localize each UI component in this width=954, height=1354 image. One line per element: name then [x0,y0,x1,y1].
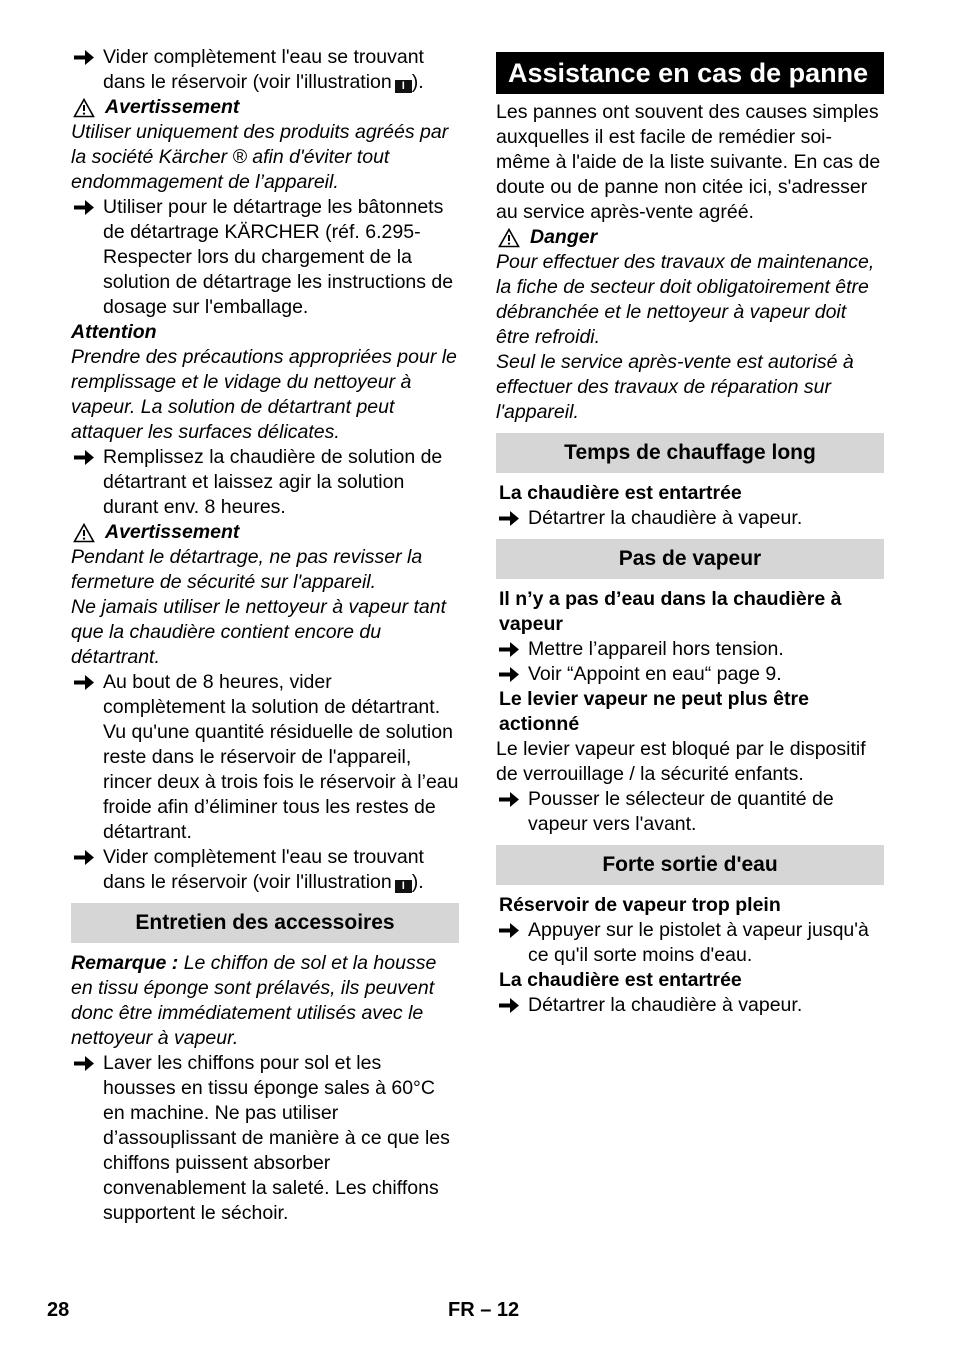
section-page-code: FR – 12 [448,1299,520,1321]
intro-text: Les pannes ont souvent des causes simples auxquelles il est facile de remédier soi-même à l'aide de la liste suivante. En cas de doute ou de panne non citée ici, s'adresser au service après-vente agréé. [496,101,881,223]
remark-text: Remarque : Le chiffon de sol et la housse en tissu éponge sont prélavés, ils peuvent donc être immédiatement utilisés avec le nettoyeur à vapeur. [71,952,437,1049]
warning-heading: Avertissement [71,95,459,120]
attention-heading: Attention [71,321,157,343]
arrow-icon [496,787,528,837]
danger-text: Seul le service après-vente est autorisé à effectuer des travaux de réparation sur l'appareil. [496,351,854,423]
arrow-icon [71,1051,103,1226]
arrow-icon [496,506,528,531]
list-item: Voir “Appoint en eau“ page 9. [496,662,884,687]
arrow-icon [496,918,528,968]
warning-triangle-icon [73,523,95,543]
illustration-marker: I [395,880,412,893]
fault-subheading: Le levier vapeur ne peut plus être actionné [499,688,809,735]
list-item: Laver les chiffons pour sol et les housses en tissu éponge sales à 60°C en machine. Ne pas utiliser d’assouplissant de manière à ce que les chiffons puissent absorber convenablement la saleté. Les chiffons supportent le séchoir. [71,1051,459,1226]
section-heading: Forte sortie d'eau [496,845,884,885]
fault-text: Le levier vapeur est bloqué par le dispositif de verrouillage / la sécurité enfants. [496,738,866,785]
warning-triangle-icon [73,98,95,118]
list-item: Pousser le sélecteur de quantité de vapeur vers l'avant. [496,787,884,837]
danger-text: Pour effectuer des travaux de maintenance, la fiche de secteur doit obligatoirement être débranchée et le nettoyeur à vapeur doit être refroidi. [496,251,875,348]
list-item: Appuyer sur le pistolet à vapeur jusqu'à ce qu'il sorte moins d'eau. [496,918,884,968]
list-item: Au bout de 8 heures, vider complètement la solution de détartrant. Vu qu'une quantité résiduelle de solution reste dans le réservoir de l'appareil, rincer deux à trois fois le réservoir à l’eau froide afin d’éliminer tous les restes de détartrant. [71,670,459,845]
arrow-icon [496,662,528,687]
section-heading: Pas de vapeur [496,539,884,579]
arrow-icon [71,195,103,320]
warning-triangle-icon [498,228,520,248]
attention-text: Prendre des précautions appropriées pour le remplissage et le vidage du nettoyeur à vapeur. La solution de détartrant peut attaquer les surfaces délicates. [71,346,457,443]
fault-subheading: La chaudière est entartrée [499,969,742,991]
arrow-icon [496,637,528,662]
fault-subheading: Il n’y a pas d’eau dans la chaudière à vapeur [499,588,842,635]
list-item: Détartrer la chaudière à vapeur. [496,506,884,531]
illustration-marker: I [395,80,412,93]
page-title: Assistance en cas de panne [496,52,884,94]
arrow-icon [71,845,103,895]
arrow-icon [496,993,528,1018]
list-item: Détartrer la chaudière à vapeur. [496,993,884,1018]
list-item: Remplissez la chaudière de solution de détartrant et laissez agir la solution durant env. 8 heures. [71,445,459,520]
fault-subheading: Réservoir de vapeur trop plein [499,894,781,916]
list-item: Vider complètement l'eau se trouvant dans le réservoir (voir l'illustration I ). [71,45,459,95]
section-heading: Temps de chauffage long [496,433,884,473]
list-item: Vider complètement l'eau se trouvant dans le réservoir (voir l'illustration I ). [71,845,459,895]
danger-heading: Danger [496,225,884,250]
list-item: Utiliser pour le détartrage les bâtonnets de détartrage KÄRCHER (réf. 6.295- Respecter lors du chargement de la solution de détartrage les instructions de dosage sur l'emballage. [71,195,459,320]
warning-text: Pendant le détartrage, ne pas revisser la fermeture de sécurité sur l'appareil. [71,546,423,593]
section-heading: Entretien des accessoires [71,903,459,943]
page-number: 28 [47,1299,70,1321]
arrow-icon [71,670,103,845]
list-item: Mettre l’appareil hors tension. [496,637,884,662]
left-column [71,45,459,1226]
arrow-icon [71,45,103,95]
warning-heading: Avertissement [71,520,459,545]
warning-text: Ne jamais utiliser le nettoyeur à vapeur tant que la chaudière contient encore du détartrant. [71,596,447,668]
fault-subheading: La chaudière est entartrée [499,482,742,504]
arrow-icon [71,445,103,520]
right-column [496,45,884,1018]
warning-text: Utiliser uniquement des produits agréés par la société Kärcher ® afin d'éviter tout endommagement de l’appareil. [71,121,449,193]
